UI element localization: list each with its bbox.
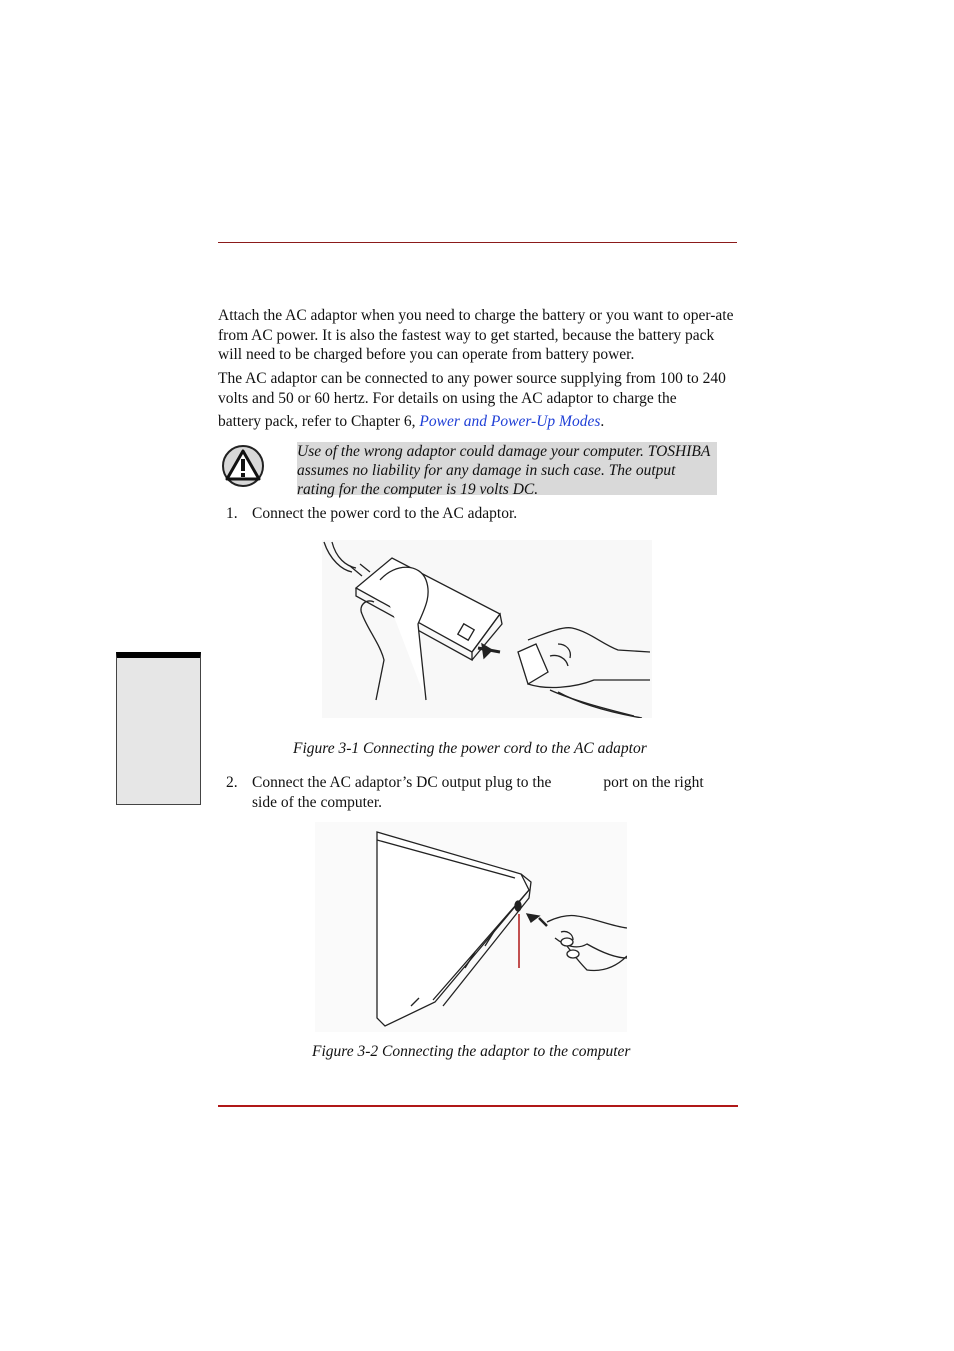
chapter-side-tab [116, 652, 201, 805]
reference-text: battery pack, refer to Chapter 6, [218, 413, 420, 430]
figure-laptop-illustration [315, 822, 627, 1032]
chapter-reference [218, 412, 738, 432]
step-number: 2. [226, 774, 238, 791]
step-number: 1. [226, 505, 238, 522]
warning-triangle-icon [220, 444, 266, 488]
footer-rule [218, 1105, 738, 1107]
step-text [252, 773, 722, 812]
reference-period: . [600, 413, 605, 430]
voltage-paragraph [218, 369, 738, 432]
header-rule [218, 242, 737, 243]
figure-1-caption: Figure 3-1 Connecting the power cord to the AC adaptor [293, 740, 647, 757]
figure-power-cord-illustration [322, 540, 652, 718]
power-modes-link[interactable]: Power and Power-Up Modes [419, 413, 601, 430]
figure-2-caption: Figure 3-2 Connecting the adaptor to the computer [312, 1043, 631, 1060]
intro-paragraph: Attach the AC adaptor when you need to charge the battery or you want to oper-ate from AC power. It is also the fastest way to get started, because the battery pack will need to be charged before you can operate from battery power. [218, 307, 734, 363]
step-text-part-a: Connect the AC adaptor’s DC output plug to the [252, 774, 552, 791]
step-text-part-b: port on the right side of the computer. [252, 774, 704, 811]
voltage-text: The AC adaptor can be connected to any power source supplying from 100 to 240 volts and 50 or 60 hertz. For details on using the AC adaptor to charge the [218, 370, 726, 407]
step-text: Connect the power cord to the AC adaptor. [252, 505, 518, 522]
warning-note: Use of the wrong adaptor could damage your computer. TOSHIBA assumes no liability for any damage in such case. The output rating for the computer is 19 volts DC. [297, 442, 717, 495]
